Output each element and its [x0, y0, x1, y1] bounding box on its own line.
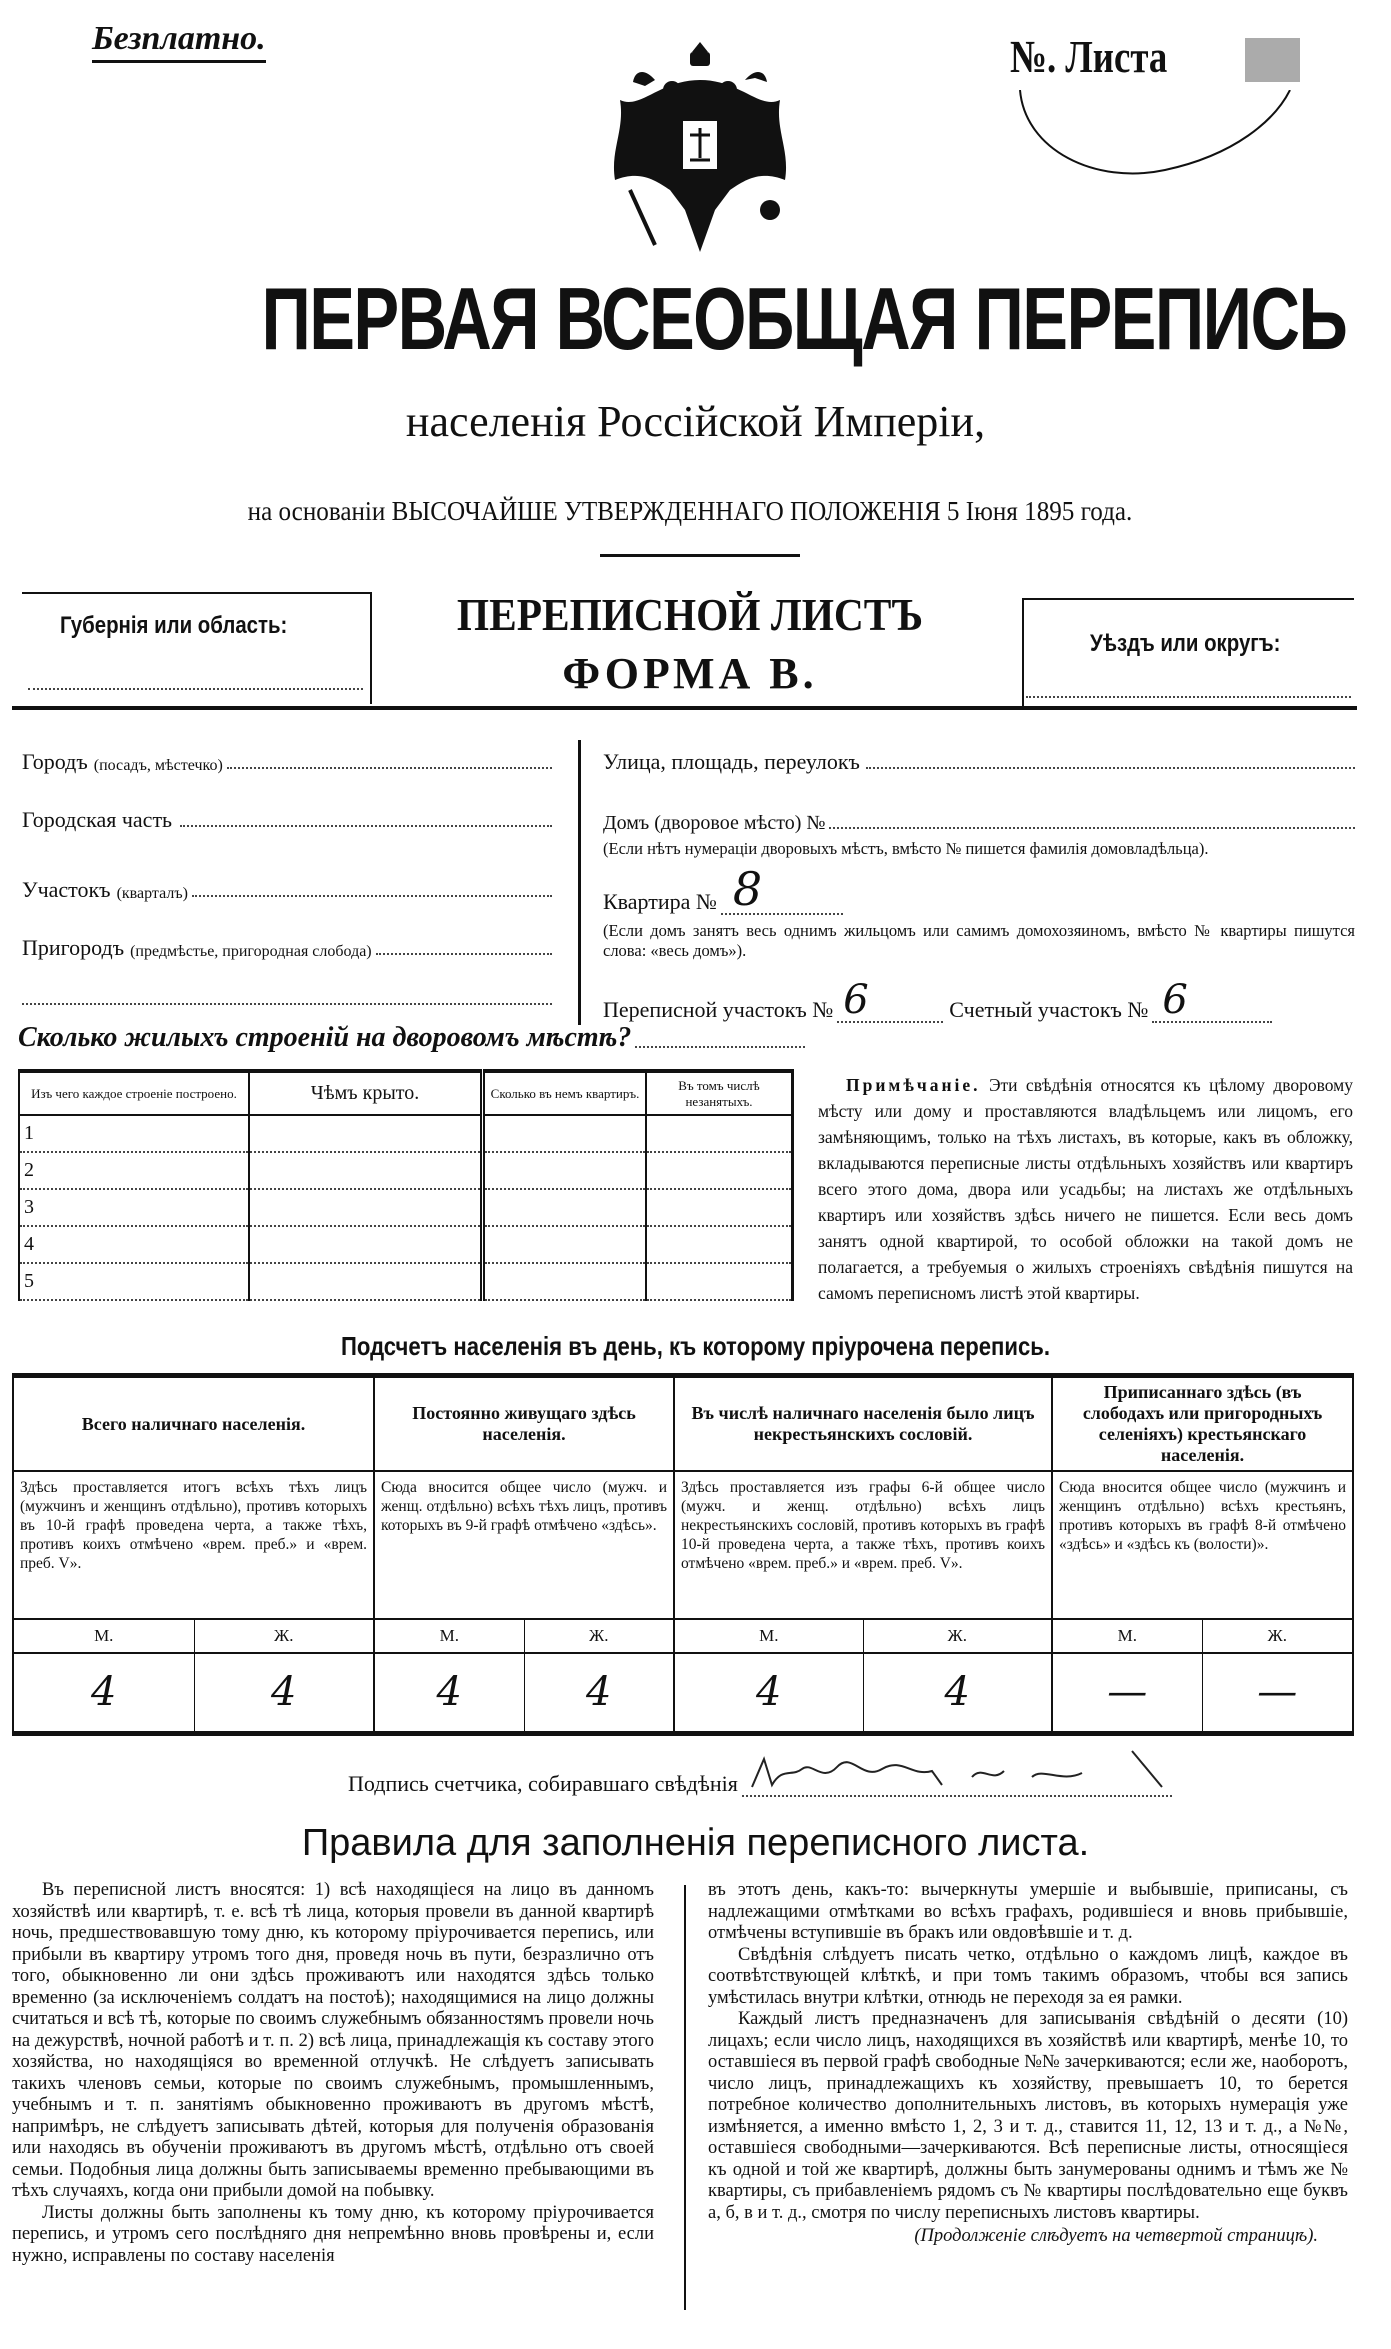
- table-cell[interactable]: [483, 1263, 647, 1300]
- female-count[interactable]: 4: [194, 1653, 374, 1733]
- count-group-description: Сюда вносится общее число (мужч. и женщ. отдѣльно) всѣхъ тѣхъ лицъ, противъ которыхъ въ 9-й графѣ отмѣчено «здѣсь».: [374, 1471, 674, 1619]
- address-left: [22, 735, 552, 1005]
- province-field[interactable]: [28, 668, 363, 690]
- rules-paragraph: Свѣдѣнія слѣдуетъ писать четко, отдѣльно о каждомъ лицѣ, каждое въ соотвѣтствующей клѣткѣ, и при томъ такимъ образомъ, чтобы вся запись умѣстилась внутри клѣтки, отнюдь не переходя за ея рамки.: [708, 1944, 1348, 2008]
- male-label: М.: [1052, 1619, 1202, 1653]
- suburb-field[interactable]: [376, 953, 552, 955]
- male-label: М.: [13, 1619, 194, 1653]
- count-group-heading: Въ числѣ наличнаго населенія было лицъ некрестьянскихъ сословій.: [674, 1376, 1052, 1472]
- form-title: ФОРМА В.: [562, 649, 818, 698]
- row-number: 3: [19, 1189, 249, 1226]
- row-number: 1: [19, 1115, 249, 1152]
- apartment-label: Квартира №: [603, 889, 717, 914]
- city-label: Городъ: [22, 749, 88, 774]
- table-cell[interactable]: [646, 1226, 793, 1263]
- city-hint: (посадъ, мѣстечко): [93, 757, 223, 774]
- apartment-row: [603, 862, 1355, 916]
- table-cell[interactable]: [646, 1263, 793, 1300]
- buildings-note: [818, 1072, 1353, 1306]
- female-count[interactable]: 4: [524, 1653, 674, 1733]
- female-count[interactable]: 4: [863, 1653, 1052, 1733]
- apartment-field[interactable]: 8: [721, 865, 843, 915]
- precinct-row: [22, 863, 552, 903]
- sheet-title: ПЕРЕПИСНОЙ ЛИСТЪ: [456, 589, 924, 640]
- sheet-number-flourish: [1015, 90, 1295, 190]
- count-group-description: Сюда вносится общее число (мужчинъ и женщинъ отдѣльно) всѣхъ крестьянъ, противъ которыхъ въ графѣ 8-й отмѣчено «здѣсь» и «здѣсь къ (волости)».: [1059, 1479, 1347, 1553]
- table-cell[interactable]: [483, 1189, 647, 1226]
- house-label: Домъ (дворовое мѣсто) №: [603, 812, 826, 834]
- rules-paragraph: въ этотъ день, какъ-то: вычеркнуты умершіе и выбывшіе, приписаны, съ надлежащими отмѣтками во всѣхъ графахъ, родившіеся и вновь прибывшіе, отмѣчены вступившіе въ бракъ или овдовѣвшіе и т. д.: [708, 1880, 1348, 1943]
- male-count[interactable]: 4: [374, 1653, 524, 1733]
- page-title: ПЕРВАЯ ВСЕОБЩАЯ ПЕРЕПИСЬ: [261, 269, 1347, 368]
- female-count[interactable]: —: [1202, 1653, 1353, 1733]
- street-label: Улица, площадь, переулокъ: [603, 749, 860, 774]
- count-table: [12, 1373, 1354, 1736]
- table-cell[interactable]: [646, 1189, 793, 1226]
- counting-district-label: Счетный участокъ №: [949, 997, 1149, 1022]
- table-cell[interactable]: [483, 1226, 647, 1263]
- buildings-count-field[interactable]: [635, 1046, 805, 1048]
- divider: [1022, 598, 1354, 600]
- count-title: Подсчетъ населенія въ день, къ которому пріурочена перепись.: [340, 1331, 1051, 1361]
- male-count[interactable]: 4: [674, 1653, 863, 1733]
- column-header: Въ томъ числѣ незанятыхъ.: [678, 1077, 760, 1109]
- divider: [1022, 598, 1024, 708]
- count-values-row: [13, 1653, 1353, 1733]
- suburb-hint: (предмѣстье, пригородная слобода): [130, 943, 372, 960]
- count-group-heading: Приписаннаго здѣсь (въ слободахъ или пригородныхъ селеніяхъ) крестьянскаго населенія.: [1082, 1382, 1323, 1465]
- sheet-number-field[interactable]: [1245, 38, 1300, 82]
- count-group-heading: Постоянно живущаго здѣсь населенія.: [374, 1376, 674, 1472]
- table-cell[interactable]: [249, 1152, 483, 1189]
- table-row: [19, 1152, 793, 1189]
- row-number: 5: [19, 1263, 249, 1300]
- province-label: Губернія или область:: [60, 612, 288, 639]
- house-note: (Если нѣтъ нумераціи дворовыхъ мѣстъ, вмѣсто № пишется фамилія домовладѣльца).: [603, 839, 1209, 858]
- suburb-label: Пригородъ: [22, 935, 125, 960]
- city-part-label: Городская часть: [22, 807, 173, 832]
- signature-field[interactable]: [742, 1755, 1172, 1797]
- census-district-field[interactable]: 6: [837, 979, 943, 1023]
- signature-row: [348, 1755, 1172, 1797]
- table-cell[interactable]: [646, 1152, 793, 1189]
- precinct-label: Участокъ: [22, 877, 111, 902]
- handwritten-signature: [742, 1747, 1172, 1797]
- column-header: Чѣмъ крыто.: [249, 1071, 483, 1115]
- suburb-field-extra[interactable]: [22, 1001, 552, 1005]
- rules-paragraph: Листы должны быть заполнены къ тому дню, къ которому пріурочивается перепись, и утромъ сего послѣдняго дня непремѣнно вновь провѣрены и, если нужно, исправлены по составу населенія: [12, 2202, 654, 2266]
- divider: [22, 592, 372, 594]
- rules-paragraph: Каждый листъ предназначенъ для записыванія свѣдѣній о десяти (10) лицахъ; если число лицъ, находящихся въ хозяйствѣ или квартирѣ, менѣе 10, то оставшіеся въ первой графѣ свободные №№ зачеркиваются; если же, наоборотъ, число лицъ, принадлежащихъ къ хозяйству, превышаетъ 10, то берется потребное количество дополнительныхъ листовъ, въ которыхъ нумерація уже измѣняется, а именно вмѣсто 1, 2, 3 и т. д., ставится 11, 12, 13 и т. д., а №№, оставшіеся свободными—зачеркиваются. Всѣ переписные листы, относящіеся къ одной и той же квартирѣ, должны быть занумерованы однимъ и тѣмъ же № квартиры, съ прибавленіемъ рядомъ съ № квартиры послѣдовательно еще буквъ а, б, в и т. д., смотря по числу переписныхъ листовъ квартиры.: [708, 2009, 1348, 2223]
- table-cell[interactable]: [249, 1263, 483, 1300]
- table-row: [19, 1189, 793, 1226]
- address-right: [603, 735, 1355, 1023]
- sheet-number: [1010, 30, 1310, 170]
- divider: [684, 1885, 686, 2310]
- rules-title: Правила для заполненія переписного листа.: [301, 1822, 1090, 1864]
- table-row: [19, 1263, 793, 1300]
- table-cell[interactable]: [249, 1226, 483, 1263]
- count-group-heading: Всего наличнаго населенія.: [13, 1376, 374, 1472]
- sheet-number-label: №. Листа: [1010, 31, 1168, 82]
- buildings-question-label: Сколько жилыхъ строеній на дворовомъ мѣстѣ?: [18, 1022, 632, 1053]
- table-cell[interactable]: [483, 1115, 647, 1152]
- table-cell[interactable]: [483, 1152, 647, 1189]
- rules-paragraph: Въ переписной листъ вносятся: 1) всѣ находящіеся на лицо въ данномъ хозяйствѣ или квартирѣ, т. е. всѣ тѣ лица, которыя провели въ данной квартирѣ ночь, предшествовавшую тому дню, къ которому пріурочивается перепись, или прибыли въ квартиру утромъ того дня, проведя ночь въ пути, безразлично отъ того, обыкновенно ли они здѣсь проживаютъ или находятся здѣсь только временно (за исключеніемъ солдатъ на постоѣ); находящимися на лицо должны считаться и всѣ тѣ, которые по своимъ служебнымъ обязанностямъ провели ночь на дежурствѣ, ночной работѣ и т. п. 2) всѣ лица, принадлежащія къ составу этого хозяйства, но находящіяся во временной отлучкѣ. Не слѣдуетъ записывать такихъ членовъ семьи, которые по своимъ служебнымъ, промышленнымъ, учебнымъ и т. п. занятіямъ обыкновенно проживаютъ въ другомъ мѣстѣ, напримѣръ, не слѣдуетъ записывать дѣтей, которыя для полученія образованія или находясь въ обученіи проживаютъ въ другомъ мѣстѣ, отдѣльно отъ своей семьи. Подобныя лица должны быть записываемы временно пребывающими въ тѣхъ случаяхъ, когда они прибыли домой на побывку.: [12, 1880, 654, 2201]
- district-label: Уѣздъ или округъ:: [1090, 630, 1281, 657]
- legal-basis: на основаніи ВЫСОЧАЙШЕ УТВЕРЖДЕННАГО ПОЛОЖЕНІЯ 5 Іюня 1895 года.: [247, 496, 1133, 526]
- city-part-row: [22, 793, 552, 833]
- house-field[interactable]: [829, 827, 1355, 829]
- row-number: 2: [19, 1152, 249, 1189]
- divider: [600, 554, 800, 557]
- table-row: [19, 1226, 793, 1263]
- divider: [12, 706, 1357, 710]
- buildings-header-row: [19, 1071, 793, 1115]
- rules-left-column: [12, 1880, 654, 2267]
- city-field[interactable]: [227, 767, 552, 769]
- count-group-description: Здѣсь проставляется изъ графы 6-й общее число (мужч. и женщ. отдѣльно) всѣхъ лицъ некрестьянскихъ сословій, противъ которыхъ въ графѣ 10-й проведена черта, а также тѣхъ, противъ коихъ отмѣчено «врем. преб.» и «врем. преб. V».: [674, 1471, 1052, 1619]
- column-header: Изъ чего каждое строеніе построено.: [19, 1071, 249, 1115]
- table-row: [19, 1115, 793, 1152]
- table-cell[interactable]: [249, 1115, 483, 1152]
- counting-district-field[interactable]: 6: [1152, 979, 1272, 1023]
- street-field[interactable]: [866, 767, 1355, 769]
- precinct-field[interactable]: [192, 895, 552, 897]
- count-description-row: [13, 1471, 1353, 1619]
- page-subtitle: населенія Россійской Имперіи,: [405, 397, 986, 446]
- census-district-label: Переписной участокъ №: [603, 997, 834, 1022]
- female-label: Ж.: [524, 1619, 674, 1653]
- male-count[interactable]: 4: [13, 1653, 194, 1733]
- divider: [578, 740, 581, 1025]
- count-group-description: Здѣсь проставляется итогъ всѣхъ тѣхъ лицъ (мужчинъ и женщинъ отдѣльно), противъ которыхъ въ 10-й графѣ проведена черта, а также тѣхъ, противъ коихъ отмѣчено «врем. преб.» и «врем. преб. V».: [13, 1471, 374, 1619]
- table-cell[interactable]: [646, 1115, 793, 1152]
- district-field[interactable]: [1026, 676, 1351, 698]
- male-count[interactable]: —: [1052, 1653, 1202, 1733]
- suburb-row: [22, 921, 552, 961]
- district-row: [603, 977, 1355, 1023]
- buildings-note-text: Эти свѣдѣнія относятся къ цѣлому дворовому мѣсту или дому и проставляются владѣльцемъ или лицомъ, его замѣняющимъ, только на тѣхъ листахъ, въ которые, какъ въ обложку, вкладываются переписные листы отдѣльныхъ хозяйствъ или квартиръ всего этого дома, двора или усадьбы; на листахъ же отдѣльныхъ квартиръ или хозяйствъ здѣсь ничего не пишется. Если весь домъ занятъ одной квартирой, то особой обложки на такой домъ не полагается, а требуемыя о жилыхъ строеніяхъ свѣдѣнія пишутся на самомъ переписномъ листѣ этой квартиры.: [818, 1075, 1354, 1303]
- city-row: [22, 735, 552, 775]
- apartment-note: (Если домъ занятъ весь однимъ жильцомъ или самимъ домохозяиномъ, вмѣсто № квартиры пишутся слова: «весь домъ»).: [603, 921, 1355, 960]
- city-part-field[interactable]: [180, 825, 552, 827]
- free-label: Безплатно.: [92, 20, 266, 63]
- street-row: [603, 735, 1355, 775]
- divider: [370, 592, 372, 704]
- house-row: [603, 795, 1355, 835]
- male-label: М.: [674, 1619, 863, 1653]
- rules-continuation: (Продолженіе слѣдуетъ на четвертой страницѣ).: [914, 2226, 1318, 2246]
- female-label: Ж.: [863, 1619, 1052, 1653]
- buildings-question: [18, 1022, 805, 1054]
- imperial-eagle-icon: [600, 40, 800, 255]
- rules-right-column: [708, 1880, 1348, 2248]
- count-sex-row: [13, 1619, 1353, 1653]
- count-heading-row: [13, 1376, 1353, 1472]
- column-header: Сколько въ немъ квартиръ.: [483, 1071, 647, 1115]
- signature-label: Подпись счетчика, собиравшаго свѣдѣнія: [348, 1771, 738, 1796]
- female-label: Ж.: [194, 1619, 374, 1653]
- row-number: 4: [19, 1226, 249, 1263]
- precinct-hint: (кварталъ): [116, 885, 188, 902]
- table-cell[interactable]: [249, 1189, 483, 1226]
- female-label: Ж.: [1267, 1626, 1287, 1645]
- buildings-note-title: Примѣчаніе.: [846, 1075, 981, 1095]
- male-label: М.: [374, 1619, 524, 1653]
- buildings-table: [18, 1069, 794, 1301]
